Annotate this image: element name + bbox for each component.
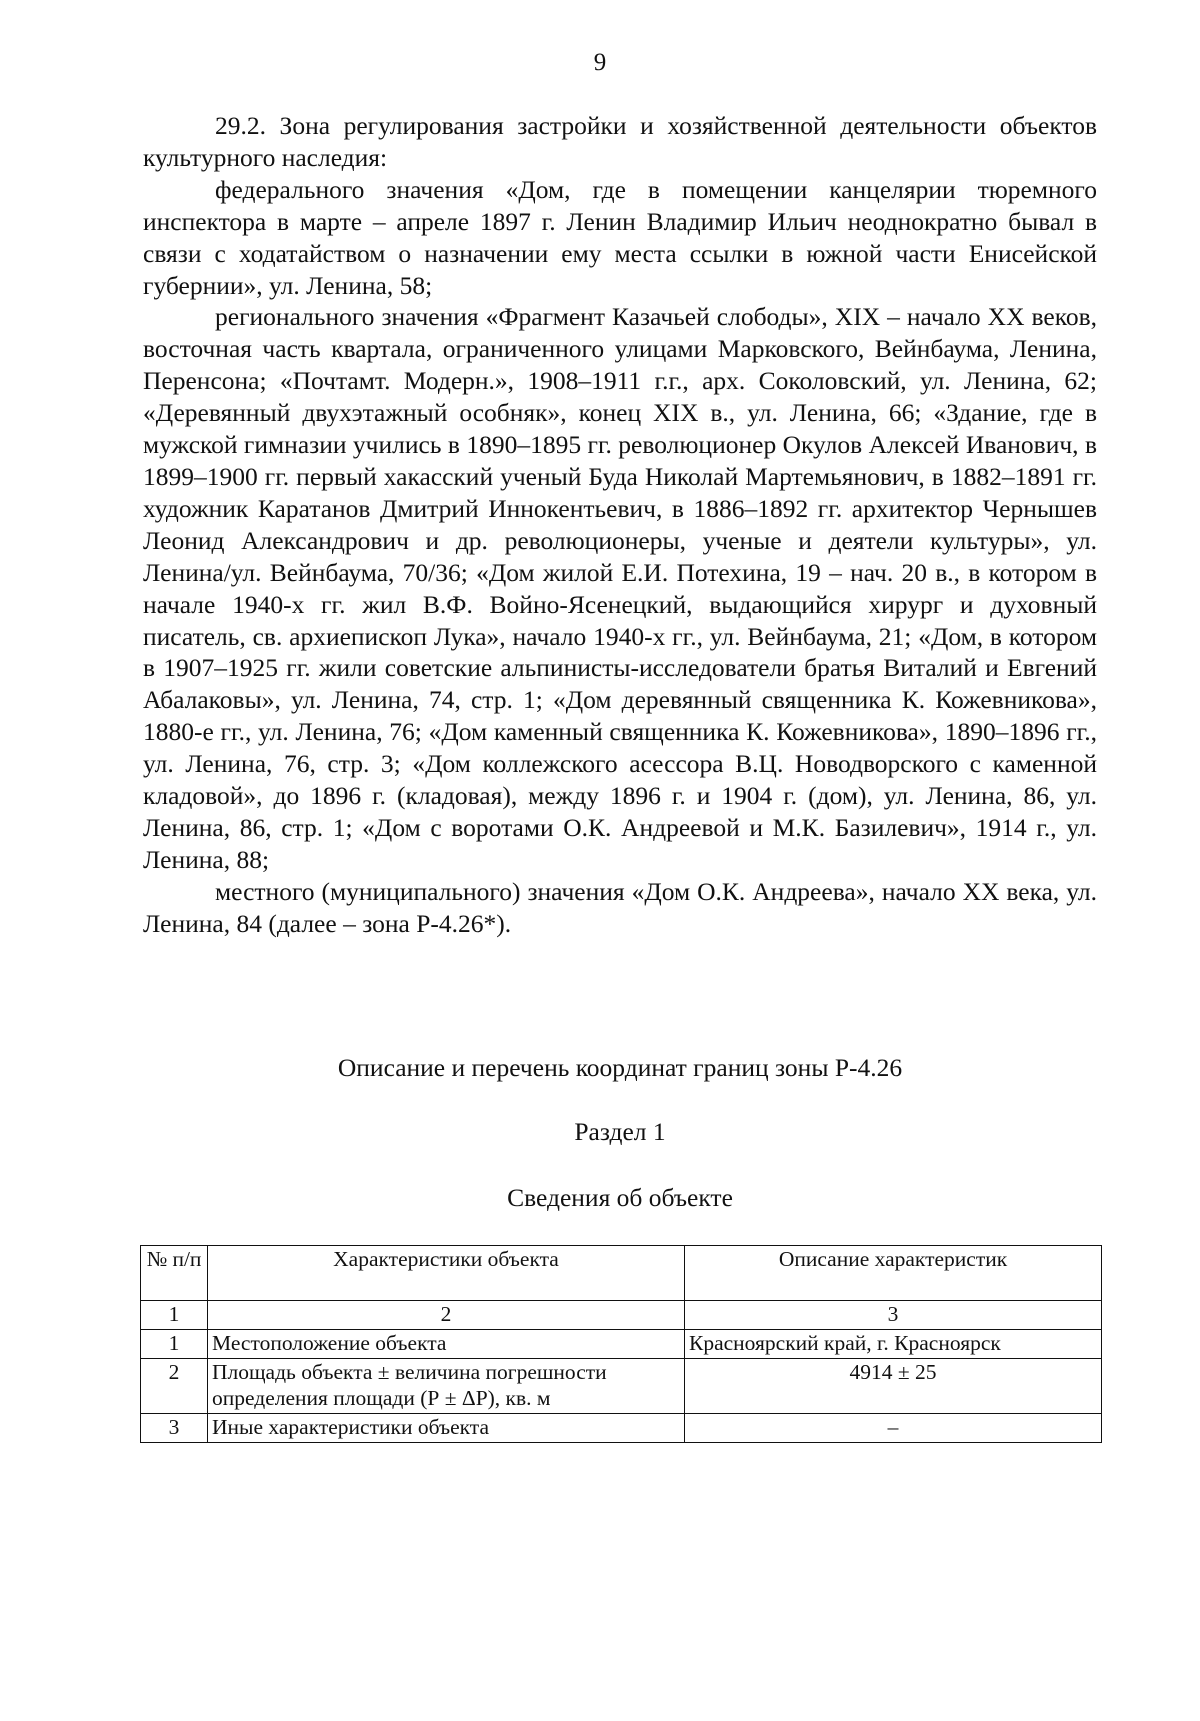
column-number-2: 2 — [208, 1301, 685, 1330]
body-text — [143, 110, 1097, 940]
row-value: Красноярский край, г. Красноярск — [685, 1330, 1102, 1359]
paragraph-federal: федерального значения «Дом, где в помещении канцелярии тюремного инспектора в марте – апреле 1897 г. Ленин Владимир Ильич неоднократно бывал в связи с ходатайством о назначении ему места ссылки в южной части Енисейской губернии», ул. Ленина, 58; — [143, 174, 1097, 300]
page-number: 9 — [593, 49, 607, 76]
header-description: Описание характеристик — [685, 1246, 1102, 1301]
column-number-3: 3 — [685, 1301, 1102, 1330]
row-num: 3 — [141, 1414, 208, 1443]
heading-description: Описание и перечень координат границ зоны Р-4.26 — [337, 1053, 903, 1082]
paragraph-regional: регионального значения «Фрагмент Казачьей слободы», XIX – начало XX веков, восточная часть квартала, ограниченного улицами Марковского, Вейнбаума, Ленина, Перенсона; «Почтамт. Модерн.», 1908–1911 г.г., арх. Соколовский, ул. Ленина, 62; «Деревянный двухэтажный особняк», конец XIX в., ул. Ленина, 66; «Здание, где в мужской гимназии учились в 1890–1895 гг. революционер Окулов Алексей Иванович, в 1899–1900 гг. первый хакасский ученый Буда Николай Мартемьянович, в 1882–1891 гг. художник Каратанов Дмитрий Иннокентьевич, в 1886–1892 гг. архитектор Чернышев Леонид Александрович и др. революционеры, ученые и деятели культуры», ул. Ленина/ул. Вейнбаума, 70/36; «Дом жилой Е.И. Потехина, 19 – нач. 20 в., в котором в начале 1940-х гг. жил В.Ф. Войно-Ясенецкий, выдающийся хирург и духовный писатель, св. архиепископ Лука», начало 1940-х гг., ул. Вейнбаума, 21; «Дом, в котором в 1907–1925 гг. жили советские альпинисты-исследователи братья Виталий и Евгений Абалаковы», ул. Ленина, 74, стр. 1; «Дом деревянный священника К. Кожевникова», 1880-е гг., ул. Ленина, 76; «Дом каменный священника К. Кожевникова», 1890–1896 гг., ул. Ленина, 76, стр. 3; «Дом коллежского асессора В.Ц. Новодворского с каменной кладовой», до 1896 г. (кладовая), между 1896 г. и 1904 г. (дом), ул. Ленина, 86, ул. Ленина, 86, стр. 1; «Дом с воротами О.К. Андреевой и М.К. Базилевич», 1914 г., ул. Ленина, 88; — [143, 302, 1097, 874]
row-characteristic: Площадь объекта ± величина погрешности определения площади (Р ± ΔР), кв. м — [208, 1359, 685, 1414]
header-num: № п/п — [141, 1246, 208, 1301]
table-row — [141, 1414, 1102, 1443]
heading-section: Раздел 1 — [574, 1117, 666, 1146]
table-column-numbers-row — [141, 1301, 1102, 1330]
object-info-table — [140, 1245, 1102, 1443]
heading-object-info: Сведения об объекте — [507, 1183, 733, 1212]
row-num: 2 — [141, 1359, 208, 1414]
table-row — [141, 1359, 1102, 1414]
paragraph-local: местного (муниципального) значения «Дом О.К. Андреева», начало XX века, ул. Ленина, 84 (далее – зона Р-4.26*). — [143, 876, 1097, 938]
table-header-row — [141, 1246, 1102, 1301]
row-characteristic: Местоположение объекта — [208, 1330, 685, 1359]
paragraph-zone-title: 29.2. Зона регулирования застройки и хозяйственной деятельности объектов культурного наследия: — [143, 111, 1097, 172]
row-value: 4914 ± 25 — [685, 1359, 1102, 1414]
row-characteristic: Иные характеристики объекта — [208, 1414, 685, 1443]
column-number-1: 1 — [141, 1301, 208, 1330]
table-row — [141, 1330, 1102, 1359]
header-characteristics: Характеристики объекта — [208, 1246, 685, 1301]
row-value: – — [685, 1414, 1102, 1443]
row-num: 1 — [141, 1330, 208, 1359]
